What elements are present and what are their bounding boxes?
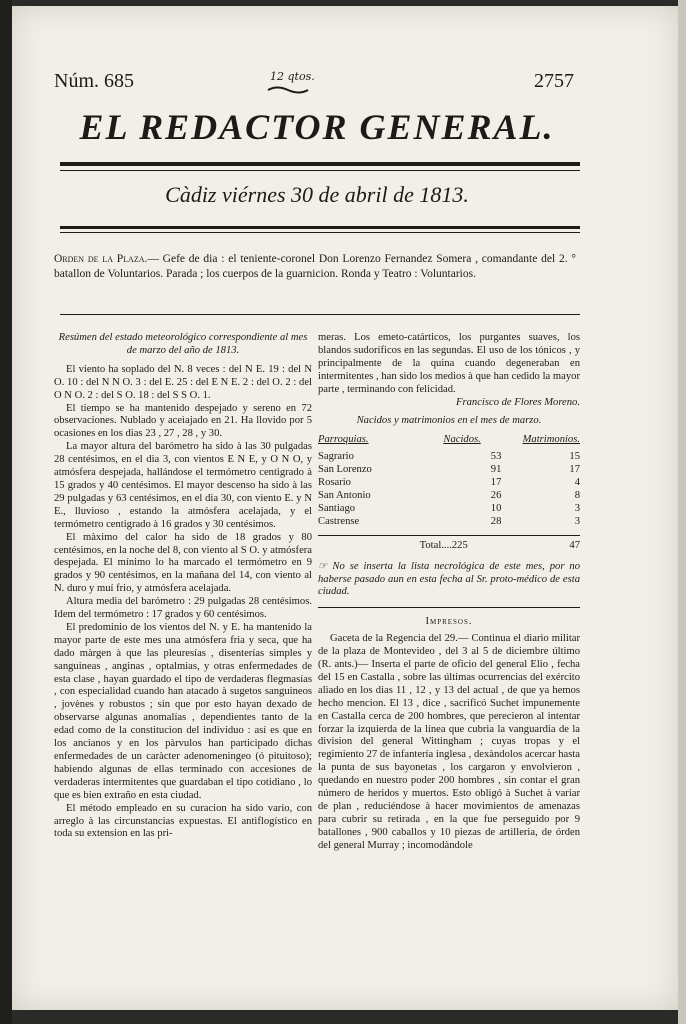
- paragraph: El tiempo se ha mantenido despejado y sereno en 72 observaciones. Nublado y aceìajado en 21. Ha llovido por 5 ocasiones en los dias 23 , 27 , 28 , y 30.: [54, 402, 312, 440]
- parish-name: Santiago: [318, 502, 356, 514]
- total-born: 225: [451, 539, 468, 551]
- born-count: 91: [490, 464, 502, 476]
- binding-edge: [0, 0, 12, 1024]
- masthead-title: EL REDACTOR GENERAL.: [79, 107, 555, 147]
- paragraph: meras. Los emeto-catárticos, los purgantes suaves, los blandos sudoríficos en las segundas. El uso de los tónicos , y principalmente de la quina cuando degeneraban en intermitentes , han sido los medios à que han cedido la mayor parte , terminando con felicidad.: [318, 332, 580, 395]
- married-count: 3: [574, 515, 580, 527]
- parish-name: Castrense: [318, 515, 360, 527]
- orden-de-la-plaza: [54, 252, 576, 282]
- page-edge: [678, 0, 686, 1024]
- note-rule: [318, 607, 580, 608]
- born-count: 26: [490, 489, 502, 501]
- orden-label: Orden de la Plaza.: [54, 253, 148, 265]
- parish-name: Rosario: [318, 477, 351, 489]
- meteorological-heading: Resúmen del estado meteorológico correspondiente al mes de marzo del año de 1813.: [58, 332, 308, 356]
- page-number: 2757: [534, 70, 574, 92]
- table-row: [318, 503, 580, 516]
- born-count: 10: [490, 502, 502, 514]
- right-column: [318, 332, 580, 853]
- impresos-heading: Impresos.: [425, 616, 473, 628]
- ornament-icon: [266, 84, 310, 98]
- masthead-rule-thin: [60, 170, 580, 171]
- total-married: 47: [569, 539, 580, 551]
- price-label: 12 qtos.: [270, 70, 315, 83]
- issue-number: Núm. 685: [54, 70, 134, 92]
- born-count: 53: [490, 451, 502, 463]
- births-marriages-table: [318, 432, 580, 528]
- parish-name: San Antonio: [318, 489, 371, 501]
- dateline: Càdiz viérnes 30 de abril de 1813.: [165, 182, 469, 207]
- table-header: Matrimonios.: [522, 434, 580, 446]
- parish-name: Sagrario: [318, 451, 354, 463]
- paragraph: El método empleado en su curacion ha sido vario, con arreglo à las circunstancias expuestas. El antiflogístico en toda su extension en las pri-: [54, 802, 312, 840]
- paragraph: El màximo del calor ha sido de 18 grados y 80 centésimos, en la noche del 8, con viento al S O. y atmósfera despejada. El mínimo lo ha marcado el termómetro en 9 grados y 90 centésimos, en la mañana del 14, con viento al N. duro y muí frio, y atmósfera acelajada.: [54, 531, 313, 595]
- married-count: 3: [574, 502, 580, 514]
- married-count: 17: [569, 464, 580, 476]
- parish-name: San Lorenzo: [318, 464, 372, 476]
- section-rule: [60, 314, 580, 315]
- born-count: 28: [490, 515, 502, 527]
- paragraph: Altura media del barómetro : 29 pulgadas 28 centésimos. Idem del termómetro : 17 grados y 60 centésimos.: [54, 596, 312, 621]
- table-header: Nacidos.: [443, 434, 481, 446]
- header-row: [54, 70, 574, 98]
- dateline-rule: [60, 226, 580, 229]
- married-count: 8: [574, 489, 580, 501]
- table-row: [318, 477, 580, 490]
- table-total: Total....225 47: [318, 535, 580, 553]
- masthead-rule: [60, 162, 580, 166]
- left-column: [54, 332, 312, 841]
- table-row: [318, 464, 580, 477]
- paragraph: La mayor altura del barómetro ha sido à las 30 pulgadas 28 centésimos, en el dia 3, con vientos E N E, y O N O, y atmósfera despejada, hallándose el termómetro centigrado à 15 grados y 40 centésimos. El mayor descenso ha sido à las 29 pulgadas y 63 centésimos, en el dia 30, con viento E. y N E., lluvioso , estando la atmósfera acelajada, y el termómetro centigrado à 16 grados y 30 centésimos.: [54, 441, 312, 530]
- married-count: 4: [574, 477, 580, 489]
- paragraph: El predominio de los vientos del N. y E. ha mantenido la mayor parte de este mes una atmósfera fria y seca, que ha dado màrgen à que las pleuresías , disenterías simples y sanguineas , anginas , optalmias, y otras enfermedades de esta clase , hayan guardado el tipo de verdaderas flegmasías , con especialidad cuando han atacado à sugetos sanguineos , jovènes y robustos ; sin que por esto hayan dexado de observarse algunas anomalías , dependientes tanto de la edad como de la constitucion del individuo : así es que en los ancianos y en los pàrvulos han participado dichas enfermedades de un caràcter adenomeningeo (ó pituitoso); habiendo algunas de ellas terminado con accesiones de verdaderas intermitentes que guardaban el tipo cotidiano , lo que es bien extraño en esta ciudad.: [54, 621, 312, 801]
- table-row: [318, 516, 580, 529]
- table-title: Nacidos y matrimonios en el mes de marzo.: [356, 415, 542, 427]
- total-label: Total: [419, 539, 442, 551]
- impresos-text: Gaceta de la Regencia del 29.— Continua el diario militar de la plaza de Montevideo , del 3 al 5 de diciembre último (R. ants.)— Inserta el parte de oficio del general Elio , fecha del 15 en Castalla , sobre las últimas ocurrencias del exército aliado en los dias 11 , 12 , y 13 del actual , de que ya hemos hecho mencion. El 13 , dice , sacrificó Suchet impunemente en Castalla cerca de 200 hombres, que perecieron al intentar forzar la izquierda de la línea que cubria la vanguardia de la division del general Wittingham ; cuyas tropas y el regimiento 27 de infantería inglesa , dexàndolos acercar hasta la punta de sus bayonetas , los cargaron y envolvieron , quedando en nuestro poder 200 hombres , sin contar el gran número de heridos y muertos. Esto obligó à Suchet à variar de plan , reduciéndose à hacer movimientos de amenazas para cubrir su retirada , en la que fue perseguido por 9 batallones , 900 caballos y 10 piezas de artilleria, de órden del general Murray ; incomodàndole: [318, 633, 580, 851]
- table-row: [318, 451, 580, 464]
- signature: Francisco de Flores Moreno.: [456, 396, 580, 408]
- newspaper-page: [12, 6, 678, 1010]
- born-count: 17: [490, 477, 502, 489]
- table-header: Parroquias.: [318, 434, 369, 446]
- married-count: 15: [569, 451, 580, 463]
- dateline-rule-thin: [60, 232, 580, 233]
- paragraph: El viento ha soplado del N. 8 veces : del N E. 19 : del N O. 10 : del N N O. 3 : del E. 25 : del E N E. 2 : del O. 2 : del O N O. 2 : del S O. 18 : del S S O. 1.: [54, 363, 312, 401]
- orden-text: — Gefe de dia : el teniente-coronel Don Lorenzo Fernandez Somera , comandante del 2. ° batallon de Voluntarios. Parada ; los cuerpos de la guarnicion. Ronda y Teatro : Voluntarios.: [54, 253, 576, 280]
- necrology-note: ☞ No se inserta la lista necrológica de este mes, por no haberse pasado aun en esta fecha al Sr. proto-médico de esta ciudad.: [318, 560, 580, 598]
- table-row: [318, 490, 580, 503]
